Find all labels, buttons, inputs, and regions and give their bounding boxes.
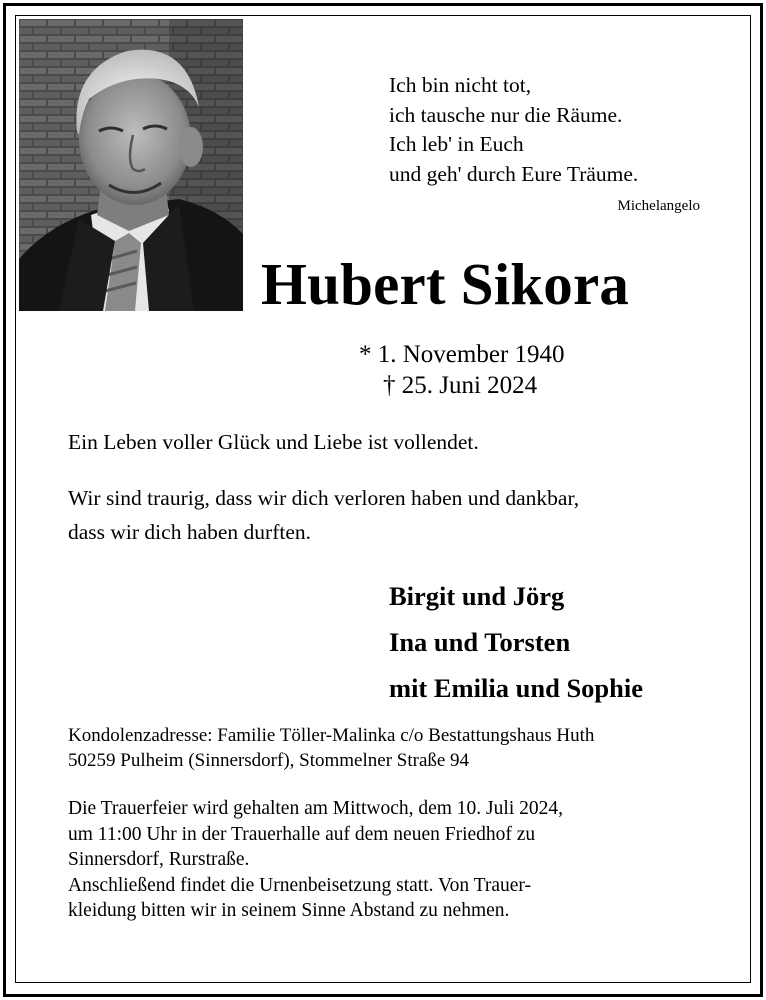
portrait-photo [19,19,243,311]
quote-line: Ich bin nicht tot, [389,73,532,97]
quote-line: ich tausche nur die Räume. [389,102,623,127]
quote-line: und geh' durch Eure Träume. [389,161,639,186]
birth-date: * 1. November 1940 [359,341,565,368]
quote-line: Ich leb' in Euch [389,132,524,156]
address-line: 50259 Pulheim (Sinnersdorf), Stommelner Straße 94 [68,750,470,771]
mourner-name: Birgit und Jörg [389,581,565,611]
quote-author: Michelangelo [617,198,700,214]
ceremony-line: Die Trauerfeier wird gehalten am Mittwoch, dem 10. Juli 2024, [68,798,563,819]
ceremony-details [68,796,563,924]
ceremony-line: um 11:00 Uhr in der Trauerhalle auf dem neuen Friedhof zu [68,823,536,845]
mourners-signature [389,573,643,711]
ceremony-line: Anschließend findet die Urnenbeisetzung statt. Von Trauer- [68,874,532,896]
message-line: Wir sind traurig, dass wir dich verloren haben und dankbar, [68,486,580,510]
message-paragraph-2 [68,481,579,549]
address-line: Kondolenzadresse: Familie Töller-Malinka c/o Bestattungshaus Huth [68,725,595,746]
message-line: dass wir dich haben durften. [68,520,311,544]
mourner-name: Ina und Torsten [389,627,571,657]
message-paragraph-1: Ein Leben voller Glück und Liebe ist vollendet. [68,430,479,454]
ceremony-line: kleidung bitten wir in seinem Sinne Abstand zu nehmen. [68,900,510,921]
deceased-name: Hubert Sikora [261,251,630,317]
memorial-quote [389,71,638,189]
mourner-name: mit Emilia und Sophie [389,673,644,703]
death-date: † 25. Juni 2024 [383,372,538,399]
ceremony-line: Sinnersdorf, Rurstraße. [68,849,250,870]
condolence-address [68,723,594,773]
